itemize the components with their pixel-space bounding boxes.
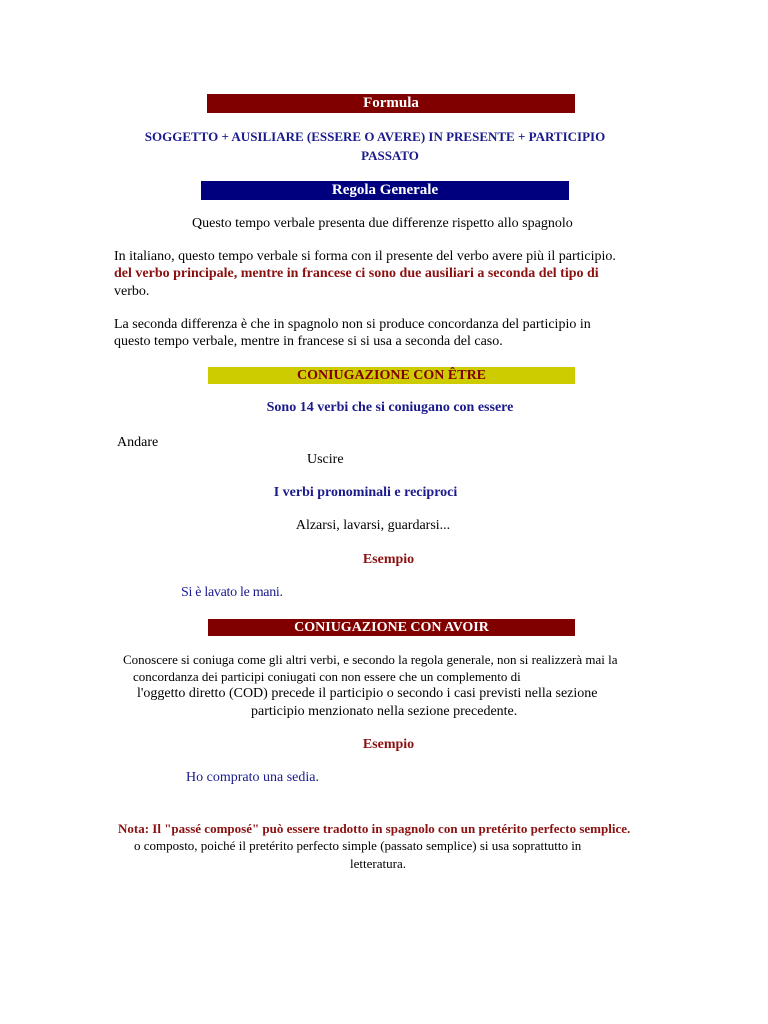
formula-line-2: PASSATO [361,148,419,163]
nota-line-1: Nota: Il "passé composé" può essere tradotto in spagnolo con un pretérito perfecto semplice. [118,821,631,836]
pronominal-title: I verbi pronominali e reciproci [273,485,458,500]
para1-line2: del verbo principale, mentre in francese ci sono due ausiliari a seconda del tipo di [114,266,599,281]
header-regola-generale: Regola Generale [201,181,569,200]
formula-line-1: SOGGETTO + AUSILIARE (ESSERE O AVERE) IN PRESENTE + PARTICIPIO [144,129,606,144]
para1-line1: In italiano, questo tempo verbale si forma con il presente del verbo avere più il participio. [114,249,616,264]
avoir-line-4: participio menzionato nella sezione precedente. [251,704,518,719]
avoir-line-1: Conoscere si coniuga come gli altri verbi, e secondo la regola generale, non si realizzerà mai la [123,652,618,667]
avoir-line-3: l'oggetto diretto (COD) precede il participio o secondo i casi previsti nella sezione [137,686,598,701]
para1-line3: verbo. [114,284,150,299]
pronominal-examples: Alzarsi, lavarsi, guardarsi... [295,518,451,533]
example-label-1: Esempio [362,552,415,567]
nota-line-2: o composto, poiché il pretérito perfecto simple (passato semplice) si usa soprattutto in [134,838,582,853]
intro-text: Questo tempo verbale presenta due differenze rispetto allo spagnolo [192,216,573,231]
avoir-line-2: concordanza dei participi coniugati con non essere che un complemento di [133,669,521,684]
header-coniugazione-etre: CONIUGAZIONE CON ÊTRE [208,367,575,384]
para2-line1: La seconda differenza è che in spagnolo non si produce concordanza del participio in [114,317,591,332]
header-formula: Formula [207,94,575,113]
etre-subtitle: Sono 14 verbi che si coniugano con essere [266,400,514,415]
verb-uscire: Uscire [307,452,344,467]
example-2: Ho comprato una sedia. [186,770,319,785]
para2-line2: questo tempo verbale, mentre in francese si si usa a seconda del caso. [114,334,503,349]
header-coniugazione-avoir: CONIUGAZIONE CON AVOIR [208,619,575,636]
example-1: Si è lavato le mani. [181,585,283,600]
example-label-2: Esempio [362,737,415,752]
verb-andare: Andare [117,435,159,450]
nota-line-3: letteratura. [350,856,406,871]
